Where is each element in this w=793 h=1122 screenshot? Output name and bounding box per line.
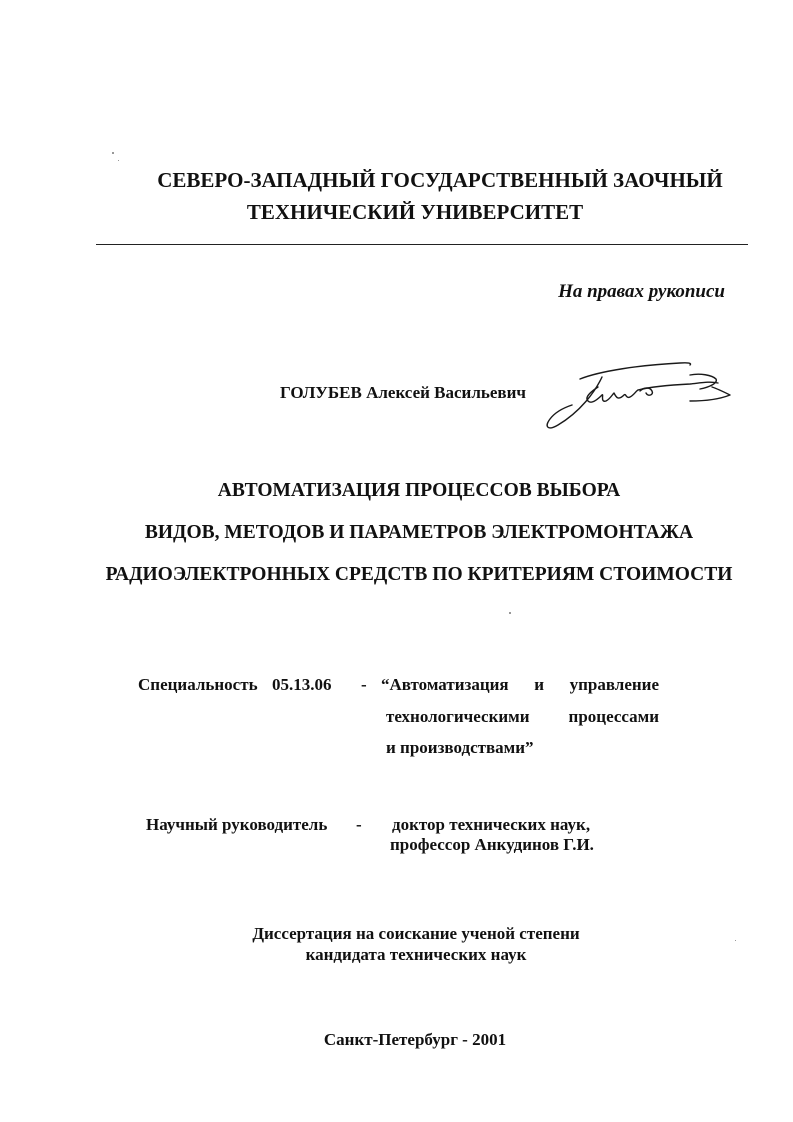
dissertation-line1: Диссертация на соискание ученой степени: [252, 924, 580, 943]
scan-speck: [112, 152, 114, 154]
scan-speck: [735, 940, 736, 941]
specialty-name-line2: технологическими процессами: [386, 707, 659, 726]
thesis-title-line2: ВИДОВ, МЕТОДОВ И ПАРАМЕТРОВ ЭЛЕКТРОМОНТАЖА: [144, 522, 694, 543]
header-divider: [96, 244, 748, 245]
specialty-code: 05.13.06: [272, 675, 332, 694]
dissertation-line2: кандидата технических наук: [305, 945, 527, 964]
scan-speck: [509, 612, 511, 614]
scan-speck: [118, 160, 119, 161]
specialty-name-line3: и производствами”: [386, 738, 534, 757]
thesis-title-line1: АВТОМАТИЗАЦИЯ ПРОЦЕССОВ ВЫБОРА: [217, 480, 621, 501]
supervisor-dash: -: [356, 815, 362, 834]
specialty-label: Специальность: [138, 675, 258, 694]
author-name: ГОЛУБЕВ Алексей Васильевич: [280, 383, 526, 402]
city-year: Санкт-Петербург - 2001: [323, 1030, 507, 1049]
specialty-name-line1: “Автоматизация и управление: [381, 675, 659, 694]
supervisor-degree: доктор технических наук,: [392, 815, 591, 834]
university-name-line1: СЕВЕРО-ЗАПАДНЫЙ ГОСУДАРСТВЕННЫЙ ЗАОЧНЫЙ: [157, 168, 723, 192]
rights-note: На правах рукописи: [558, 281, 725, 302]
specialty-dash: -: [361, 675, 367, 694]
supervisor-label: Научный руководитель: [146, 815, 328, 834]
thesis-title-line3: РАДИОЭЛЕКТРОННЫХ СРЕДСТВ ПО КРИТЕРИЯМ СТОИМОСТИ: [105, 564, 733, 585]
signature-image: [540, 357, 735, 437]
university-name-line2: ТЕХНИЧЕСКИЙ УНИВЕРСИТЕТ: [246, 200, 584, 224]
supervisor-name: профессор Анкудинов Г.И.: [390, 835, 594, 854]
